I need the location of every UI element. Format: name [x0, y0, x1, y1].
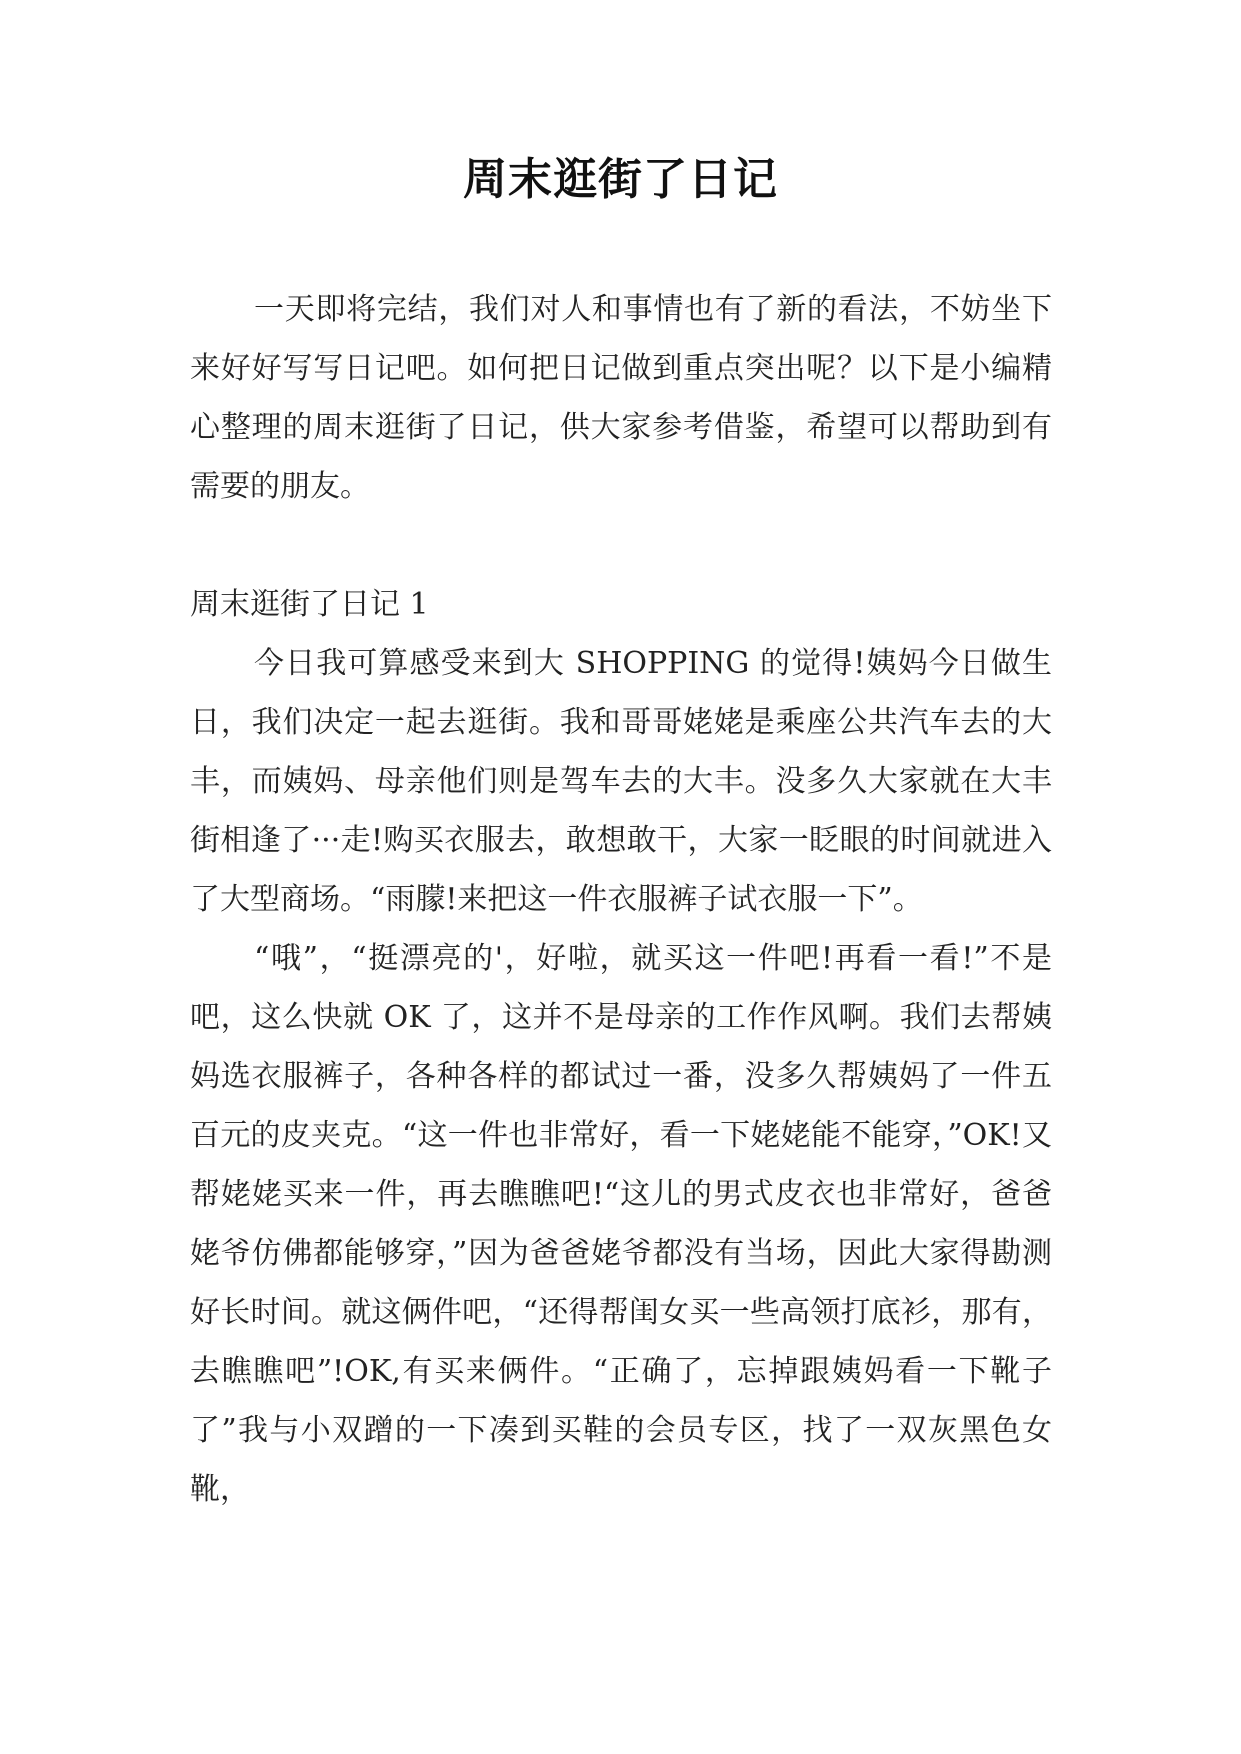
- body-paragraph-1: 今日我可算感受来到大 SHOPPING 的觉得!姨妈今日做生日，我们决定一起去逛街。我和哥哥姥姥是乘座公共汽车去的大丰，而姨妈、母亲他们则是驾车去的大丰。没多久大家就在大丰街相逢了···走!购买衣服去，敢想敢干，大家一眨眼的时间就进入了大型商场。“雨朦!来把这一件衣服裤子试衣服一下”。: [190, 646, 1052, 917]
- body-paragraph-2: “哦”，“挺漂亮的'，好啦，就买这一件吧!再看一看!”不是吧，这么快就 OK 了，这并不是母亲的工作作风啊。我们去帮姨妈选衣服裤子，各种各样的都试过一番，没多久帮姨妈了一件五百元的皮夹克。“这一件也非常好，看一下姥姥能不能穿，”OK!又帮姥姥买来一件，再去瞧瞧吧!“这儿的男式皮衣也非常好，爸爸姥爷仿佛都能够穿，”因为爸爸姥爷都没有当场，因此大家得勘测好长时间。就这俩件吧，“还得帮闺女买一些高领打底衫，那有，去瞧瞧吧”!OK,有买来俩件。“正确了，忘掉跟姨妈看一下靴子了”我与小双蹭的一下凑到买鞋的会员专区，找了一双灰黑色女靴，: [190, 941, 1052, 1507]
- section-heading: 周末逛街了日记 1: [190, 587, 429, 622]
- document-title: 周末逛街了日记: [463, 154, 778, 205]
- intro-paragraph: 一天即将完结，我们对人和事情也有了新的看法，不妨坐下来好好写写日记吧。如何把日记做到重点突出呢？以下是小编精心整理的周末逛街了日记，供大家参考借鉴，希望可以帮助到有需要的朋友。: [190, 292, 1052, 504]
- document-body: [190, 280, 1052, 1519]
